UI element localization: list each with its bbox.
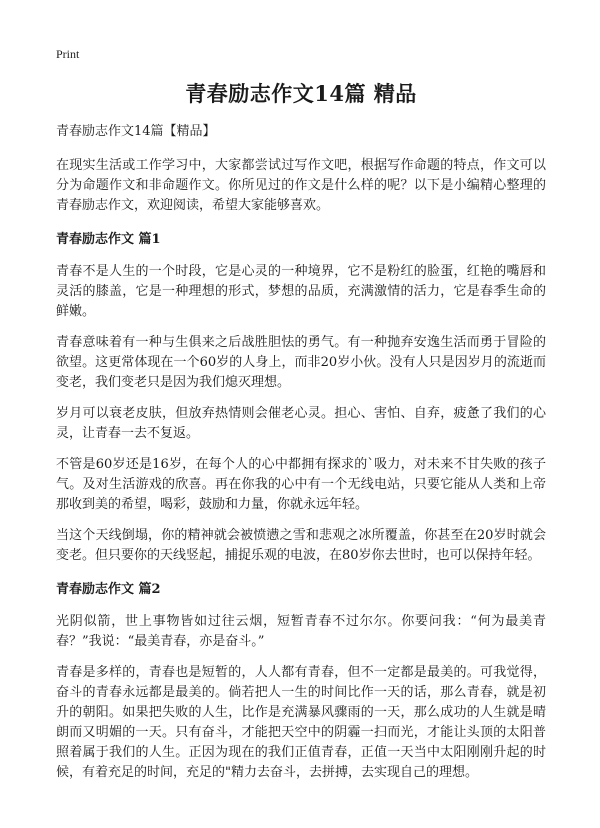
paragraph: 青春不是人生的一个时段，它是心灵的一种境界，它不是粉红的脸蛋，红艳的嘴唇和灵活的膝盖，它是一种理想的形式，梦想的品质，充满激情的活力，它是春季生命的鲜嫩。 — [56, 264, 546, 319]
paragraph: 光阴似箭，世上事物皆如过往云烟，短暂青春不过尔尔。你要问我：“何为最美青春？”我说：“最美青春，亦是奋斗。” — [56, 614, 546, 649]
paragraph: 青春是多样的，青春也是短暂的，人人都有青春，但不一定都是最美的。可我觉得，奋斗的青春永远都是最美的。倘若把人一生的时间比作一天的话，那么青春，就是初升的朝阳。如果把失败的人生，比作是充满暴风骤雨的一天，那么成功的人生就是晴朗而又明媚的一天。只有奋斗，才能把天空中的阴霾一扫而光，才能让头顶的太阳普照着属于我们的人生。正因为现在的我们正值青春，正值一天当中太阳刚刚升起的时候，有着充足的时间，充足的"精力去奋斗，去拼搏，去实现自己的理想。 — [56, 665, 546, 780]
intro-paragraph: 在现实生活或工作学习中，大家都尝试过写作文吧，根据写作命题的特点，作文可以分为命题作文和非命题作文。你所见过的作文是什么样的呢？以下是小编精心整理的青春励志作文，欢迎阅读，希望大家能够喜欢。 — [56, 158, 546, 213]
document-subtitle: 青春励志作文14篇【精品】 — [56, 124, 216, 139]
paragraph: 岁月可以衰老皮肤，但放弃热情则会催老心灵。担心、害怕、自弃，疲惫了我们的心灵，让青春一去不复返。 — [56, 406, 546, 441]
section-heading-1: 青春励志作文 篇1 — [56, 232, 161, 247]
page-title: 青春励志作文14篇 精品 — [185, 81, 417, 106]
paragraph: 当这个天线倒塌，你的精神就会被愤懑之雪和悲观之冰所覆盖，你甚至在20岁时就会变老。但只要你的天线竖起，捕捉乐观的电波，在80岁你去世时，也可以保持年轻。 — [56, 528, 546, 563]
print-link[interactable]: Print — [56, 47, 80, 61]
paragraph: 青春意味着有一种与生俱来之后战胜胆怯的勇气。有一种抛弃安逸生活而勇于冒险的欲望。这更常体现在一个60岁的人身上，而非20岁小伙。没有人只是因岁月的流逝而变老，我们变老只是因为我们熄灭理想。 — [56, 335, 546, 390]
document-content — [56, 78, 546, 794]
section-heading-2: 青春励志作文 篇2 — [56, 582, 161, 597]
paragraph: 不管是60岁还是16岁，在每个人的心中都拥有探求的`吸力，对未来不甘失败的孩子气。及对生活游戏的欣喜。再在你我的心中有一个无线电站，只要它能从人类和上帝那收到美的希望，喝彩，鼓励和力量，你就永远年轻。 — [56, 457, 546, 512]
